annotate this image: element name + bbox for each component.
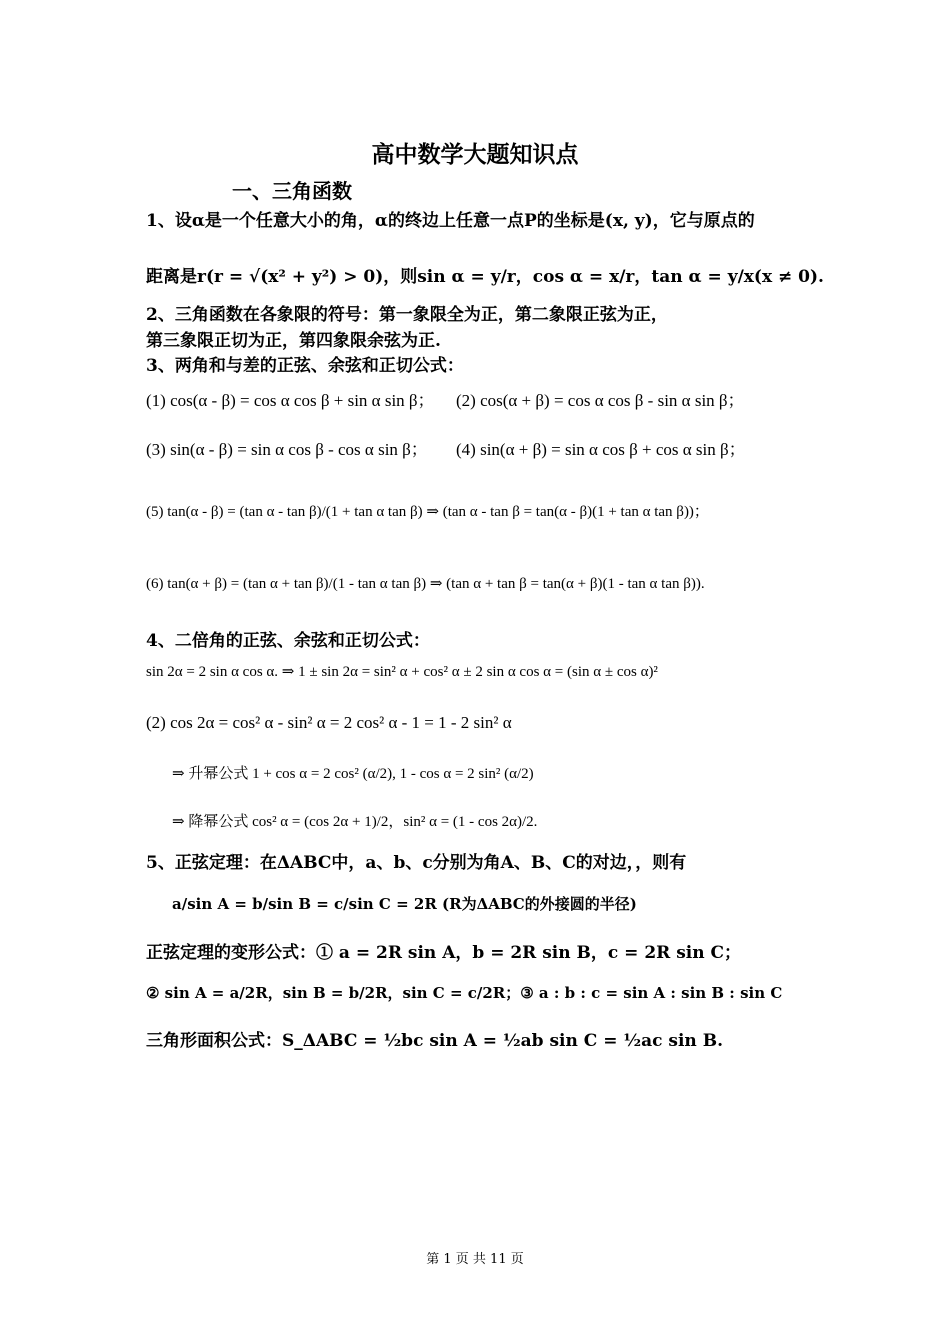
- formula-3: (3) sin(α - β) = sin α cos β - cos α sin β；: [146, 440, 428, 459]
- formula-5: (5) tan(α - β) = (tan α - tan β)/(1 + tan α tan β) ⇒ (tan α - tan β = tan(α - β)(1 + tan α tan β))；: [146, 504, 709, 520]
- paragraph-1-line-1: 1、设α是一个任意大小的角，α的终边上任意一点P的坐标是(x, y)，它与原点的: [146, 211, 755, 231]
- paragraph-3-title: 3、两角和与差的正弦、余弦和正切公式：: [146, 356, 464, 376]
- page-title: 高中数学大题知识点: [371, 141, 579, 168]
- double-angle-3: ⇒ 升幂公式 1 + cos α = 2 cos² (α/2), 1 - cos α = 2 sin² (α/2): [172, 766, 534, 782]
- formula-4: (4) sin(α + β) = sin α cos β + cos α sin β；: [456, 440, 746, 459]
- paragraph-6-line-1: 正弦定理的变形公式：① a = 2R sin A，b = 2R sin B，c = 2R sin C；: [146, 943, 742, 963]
- section-heading: 一、三角函数: [232, 179, 352, 203]
- formula-2: (2) cos(α + β) = cos α cos β - sin α sin β；: [456, 391, 745, 410]
- formula-1: (1) cos(α - β) = cos α cos β + sin α sin β；: [146, 391, 435, 410]
- double-angle-2: (2) cos 2α = cos² α - sin² α = 2 cos² α - 1 = 1 - 2 sin² α: [146, 713, 512, 732]
- paragraph-1-line-2: 距离是r(r = √(x² + y²) > 0)，则sin α = y/r，cos α = x/r，tan α = y/x(x ≠ 0).: [146, 267, 824, 287]
- page-footer: 第 1 页 共 11 页: [426, 1252, 524, 1267]
- double-angle-1: sin 2α = 2 sin α cos α. ⇒ 1 ± sin 2α = sin² α + cos² α ± 2 sin α cos α = (sin α ± cos α)²: [146, 664, 658, 680]
- paragraph-5-line-2: a/sin A = b/sin B = c/sin C = 2R (R为ΔABC的外接圆的半径): [172, 895, 637, 913]
- paragraph-2-line-1: 2、三角函数在各象限的符号：第一象限全为正，第二象限正弦为正，: [146, 305, 668, 325]
- paragraph-2-line-2: 第三象限正切为正，第四象限余弦为正.: [146, 331, 441, 351]
- paragraph-6-line-2: ② sin A = a/2R，sin B = b/2R，sin C = c/2R；③ a : b : c = sin A : sin B : sin C: [146, 984, 783, 1002]
- formula-6: (6) tan(α + β) = (tan α + tan β)/(1 - tan α tan β) ⇒ (tan α + tan β = tan(α + β)(1 - tan α tan β)).: [146, 576, 705, 592]
- double-angle-4: ⇒ 降幂公式 cos² α = (cos 2α + 1)/2，sin² α = (1 - cos 2α)/2.: [172, 814, 538, 830]
- paragraph-5-line-1: 5、正弦定理：在ΔABC中，a、b、c分别为角A、B、C的对边，，则有: [146, 853, 687, 873]
- paragraph-7: 三角形面积公式：S_ΔABC = ½bc sin A = ½ab sin C = ½ac sin B.: [146, 1031, 723, 1051]
- paragraph-4-title: 4、二倍角的正弦、余弦和正切公式：: [146, 631, 430, 651]
